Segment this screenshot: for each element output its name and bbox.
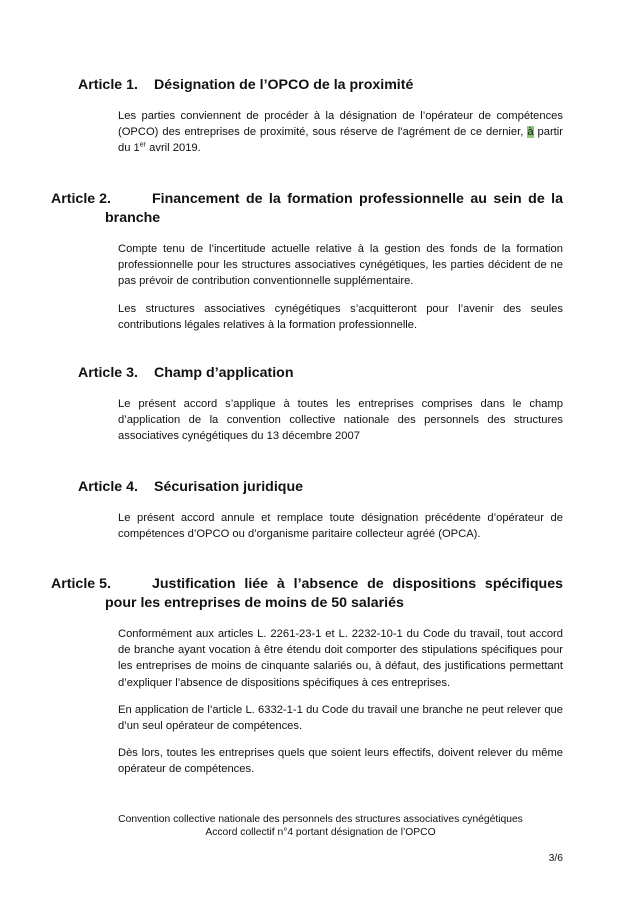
article-title: Sécurisation juridique xyxy=(154,479,303,495)
article-3 xyxy=(78,364,563,456)
article-5 xyxy=(51,575,563,789)
article-paragraph: Le présent accord s’applique à toutes les entreprises comprises dans le champ d’application de la convention collective nationale des personnels des structures associatives cynégétiques du 13 décembre 2007 xyxy=(118,398,563,443)
article-2 xyxy=(51,190,563,344)
article-1 xyxy=(78,76,563,168)
article-title: Financement de la formation professionnelle au sein de la branche xyxy=(105,191,563,226)
article-number: Article 2. xyxy=(51,191,111,207)
article-heading xyxy=(78,76,563,95)
article-paragraph: Le présent accord annule et remplace toute désignation précédente d’opérateur de compétences d’OPCO ou d’organisme paritaire collecteur agréé (OPCA). xyxy=(118,512,563,541)
article-number: Article 5. xyxy=(51,576,111,592)
article-title: Champ d’application xyxy=(154,365,294,381)
article-heading xyxy=(78,478,563,497)
article-heading xyxy=(51,190,563,228)
article-heading xyxy=(51,575,563,613)
article-paragraph: Dès lors, toutes les entreprises quels que soient leurs effectifs, doivent relever du même opérateur de compétences. xyxy=(118,747,563,776)
article-title: Justification liée à l’absence de dispositions spécifiques pour les entreprises de moins de 50 salariés xyxy=(105,576,563,611)
article-paragraph: Les parties conviennent de procéder à la désignation de l’opérateur de compétences (OPCO) des entreprises de proximité, sous réserve de l’agrément de ce dernier, à partir du 1er avril 2019. xyxy=(118,110,563,155)
article-paragraph: Compte tenu de l’incertitude actuelle relative à la gestion des fonds de la formation professionnelle pour les structures associatives cynégétiques, les parties décident de ne pas prévoir de contribution conventionnelle supplémentaire. xyxy=(118,243,563,288)
article-paragraph: Les structures associatives cynégétiques s’acquitteront pour l’avenir des seules contributions légales relatives à la formation professionnelle. xyxy=(118,302,563,331)
page-footer xyxy=(78,813,563,839)
article-paragraph: Conformément aux articles L. 2261-23-1 et L. 2232-10-1 du Code du travail, tout accord de branche ayant vocation à être étendu doit comporter des stipulations spécifiques pour les entreprises de moins de cinquante salariés ou, à défaut, des justifications permettant d’expliquer l’absence de dispositions spécifiques à ces entreprises. xyxy=(118,628,563,689)
article-number: Article 3. xyxy=(78,365,138,381)
article-number: Article 4. xyxy=(78,479,138,495)
highlighted-text: à xyxy=(527,126,534,139)
page-number: 3/6 xyxy=(548,853,563,864)
footer-line: Convention collective nationale des personnels des structures associatives cynégétiques xyxy=(118,814,523,825)
footer-line: Accord collectif n°4 portant désignation de l’OPCO xyxy=(205,827,436,838)
article-heading xyxy=(78,364,563,383)
article-title: Désignation de l’OPCO de la proximité xyxy=(154,77,414,93)
article-number: Article 1. xyxy=(78,77,138,93)
article-paragraph: En application de l’article L. 6332-1-1 du Code du travail une branche ne peut relever que d’un seul opérateur de compétences. xyxy=(118,703,563,733)
article-4 xyxy=(78,478,563,553)
